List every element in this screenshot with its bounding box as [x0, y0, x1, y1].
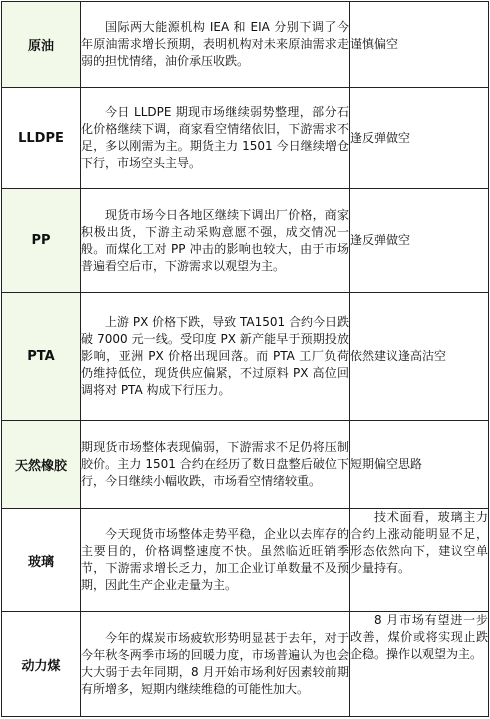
- trading-view: 8 月市场有望进一步改善，煤价或将实现止跌企稳。操作以观望为主。: [350, 612, 489, 717]
- trading-view: 短期偏空思路: [350, 421, 489, 509]
- trading-view: 逢反弹做空: [350, 88, 489, 189]
- trading-view: 技术面看，玻璃主力合约上涨动能明显不足，形态依然向下，建议空单少量持有。: [350, 509, 489, 612]
- market-analysis: 国际两大能源机构 IEA 和 EIA 分别下调了今年原油需求增长预期，表明机构对未来原油需求走弱的担忧情绪，油价承压收跌。: [81, 2, 350, 88]
- table-row: [2, 88, 489, 189]
- trading-view: 逢反弹做空: [350, 189, 489, 293]
- commodity-name: PP: [2, 189, 81, 293]
- market-analysis: 今天现货市场整体走势平稳，企业以去库存的主要目的，价格调整速度不快。虽然临近旺销季节，下游需求增长乏力，加工企业订单数量不及预期，因此生产企业走量为主。: [81, 509, 350, 612]
- market-analysis: 上游 PX 价格下跌，导致 TA1501 合约今日跌破 7000 元一线。受印度 PX 新产能早于预期投放影响，亚洲 PX 价格出现回落。而 PTA 工厂负荷仍维持低位，现货供应偏紧，不过原料 PX 高位回调将对 PTA 构成下行压力。: [81, 293, 350, 421]
- table-row: [2, 509, 489, 612]
- table-row: [2, 2, 489, 88]
- commodity-name: 玻璃: [2, 509, 81, 612]
- commodity-name: 天然橡胶: [2, 421, 81, 509]
- market-analysis: 今年的煤炭市场疲软形势明显甚于去年，对于今年秋冬两季市场的回暖力度，市场普遍认为也会大大弱于去年同期，8 月开始市场利好因素较前期有所增多，短期内继续维稳的可能性加大。: [81, 612, 350, 717]
- table-row: [2, 189, 489, 293]
- table-row: [2, 293, 489, 421]
- market-analysis: 现货市场今日各地区继续下调出厂价格，商家积极出货，下游主动采购意愿不强，成交情况一般。而煤化工对 PP 冲击的影响也较大，由于市场普遍看空后市，下游需求以观望为主。: [81, 189, 350, 293]
- market-analysis: 期现货市场整体表现偏弱，下游需求不足仍将压制胶价。主力 1501 合约在经历了数日盘整后破位下行，今日继续小幅收跌，市场看空情绪较重。: [81, 421, 350, 509]
- market-analysis: 今日 LLDPE 期现市场继续弱势整理，部分石化价格继续下调，商家看空情绪依旧，下游需求不足，多以刚需为主。期货主力 1501 今日继续增仓下行，市场空头主导。: [81, 88, 350, 189]
- commodity-name: LLDPE: [2, 88, 81, 189]
- table-row: [2, 421, 489, 509]
- commodity-name: 原油: [2, 2, 81, 88]
- trading-view: 谨慎偏空: [350, 2, 489, 88]
- commodity-outlook-table: [1, 1, 489, 717]
- table-row: [2, 612, 489, 717]
- commodity-name: 动力煤: [2, 612, 81, 717]
- commodity-name: PTA: [2, 293, 81, 421]
- trading-view: 依然建议逢高沽空: [350, 293, 489, 421]
